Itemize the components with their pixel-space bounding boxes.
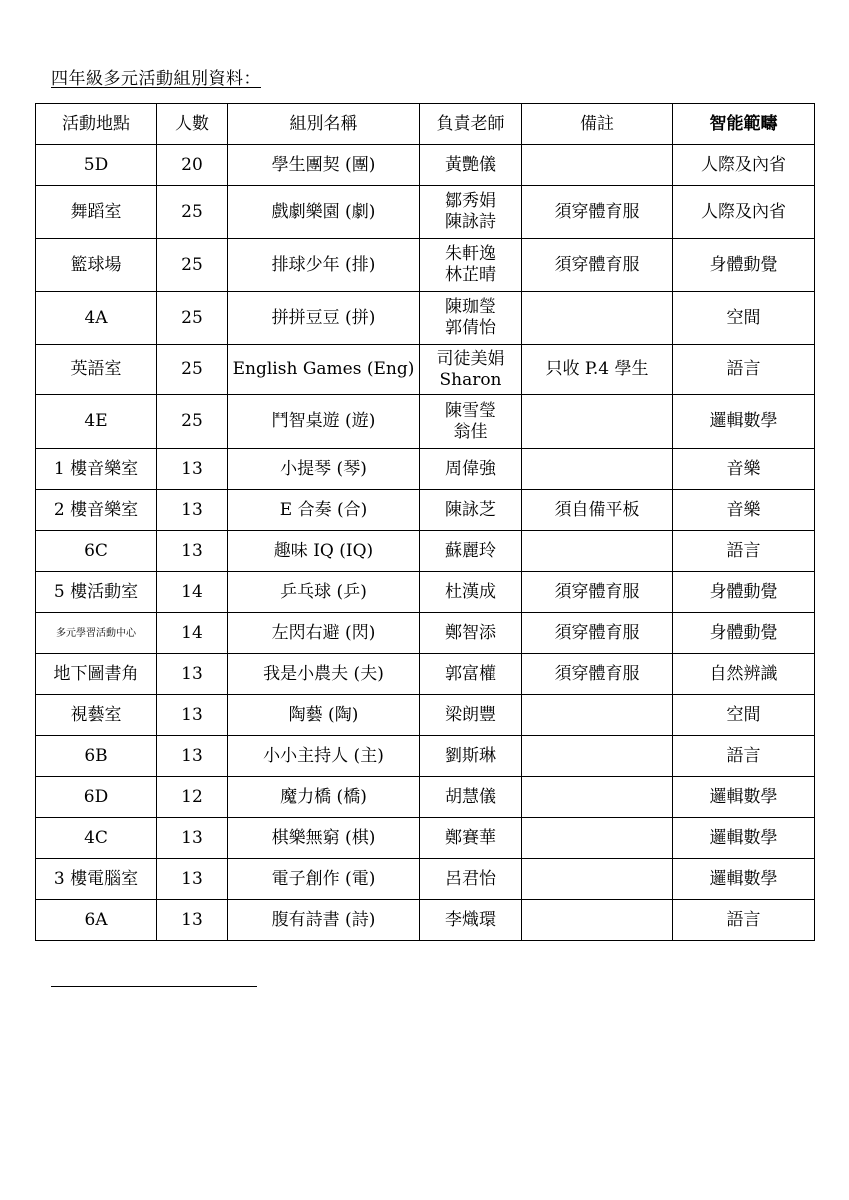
- location-cell: 6A: [36, 900, 157, 941]
- teacher-name: 司徒美娟: [436, 348, 505, 369]
- teachers-cell: [420, 572, 522, 613]
- location-cell: 視藝室: [36, 695, 157, 736]
- teachers-cell: [420, 395, 522, 449]
- teachers-cell: [420, 490, 522, 531]
- count-cell: 25: [157, 186, 228, 239]
- teacher-name: 李熾環: [445, 909, 496, 930]
- teachers-cell: [420, 186, 522, 239]
- table-row: [36, 531, 815, 572]
- note-cell: [522, 531, 673, 572]
- domain-cell: 身體動覺: [673, 572, 815, 613]
- teacher-name: 劉斯琳: [445, 745, 496, 766]
- teachers-cell: [420, 531, 522, 572]
- group-cell: English Games (Eng): [228, 345, 420, 395]
- group-cell: 戲劇樂園 (劇): [228, 186, 420, 239]
- domain-cell: 邏輯數學: [673, 777, 815, 818]
- header-note: 備註: [522, 104, 673, 145]
- group-cell: 乒乓球 (乒): [228, 572, 420, 613]
- teachers-cell: [420, 900, 522, 941]
- table-header-row: [36, 104, 815, 145]
- group-cell: 電子創作 (電): [228, 859, 420, 900]
- location-cell: 3 樓電腦室: [36, 859, 157, 900]
- teachers-cell: [420, 613, 522, 654]
- teacher-name: 胡慧儀: [445, 786, 496, 807]
- teacher-name: 陳雪瑩: [445, 400, 496, 421]
- domain-cell: 自然辨識: [673, 654, 815, 695]
- table-row: [36, 818, 815, 859]
- location-cell: 籃球場: [36, 239, 157, 292]
- teachers-cell: [420, 239, 522, 292]
- table-body: [36, 145, 815, 941]
- count-cell: 25: [157, 395, 228, 449]
- domain-cell: 空間: [673, 695, 815, 736]
- table-row: [36, 613, 815, 654]
- teachers-cell: [420, 695, 522, 736]
- teachers-cell: [420, 292, 522, 345]
- count-cell: 25: [157, 239, 228, 292]
- group-cell: 陶藝 (陶): [228, 695, 420, 736]
- group-cell: 小提琴 (琴): [228, 449, 420, 490]
- count-cell: 20: [157, 145, 228, 186]
- domain-cell: 人際及內省: [673, 186, 815, 239]
- count-cell: 13: [157, 654, 228, 695]
- note-cell: 只收 P.4 學生: [522, 345, 673, 395]
- domain-cell: 語言: [673, 736, 815, 777]
- note-cell: [522, 818, 673, 859]
- teachers-cell: [420, 145, 522, 186]
- teacher-name: 蘇麗玲: [445, 540, 496, 561]
- teacher-name: 陳珈瑩: [445, 297, 496, 317]
- teacher-name: 翁佳: [453, 421, 488, 442]
- domain-cell: 音樂: [673, 490, 815, 531]
- teacher-name: 林芷晴: [445, 265, 496, 285]
- count-cell: 14: [157, 572, 228, 613]
- teacher-name: 鄭賽華: [445, 827, 496, 848]
- header-group: 組別名稱: [228, 104, 420, 145]
- note-cell: [522, 145, 673, 186]
- count-cell: 13: [157, 531, 228, 572]
- note-cell: [522, 292, 673, 345]
- table-row: [36, 239, 815, 292]
- location-cell: 6B: [36, 736, 157, 777]
- table-row: [36, 186, 815, 239]
- teacher-name: 朱軒逸: [445, 244, 496, 264]
- note-cell: [522, 777, 673, 818]
- note-cell: 須穿體育服: [522, 186, 673, 239]
- teacher-name: 周偉強: [445, 458, 496, 479]
- group-cell: E 合奏 (合): [228, 490, 420, 531]
- header-domain: 智能範疇: [673, 104, 815, 145]
- location-cell: 4A: [36, 292, 157, 345]
- domain-cell: 身體動覺: [673, 239, 815, 292]
- teacher-name: 呂君怡: [445, 868, 496, 889]
- note-cell: 須穿體育服: [522, 239, 673, 292]
- table-row: [36, 395, 815, 449]
- location-cell: 6C: [36, 531, 157, 572]
- table-row: [36, 654, 815, 695]
- location-cell: 地下圖書角: [36, 654, 157, 695]
- location-cell: 6D: [36, 777, 157, 818]
- domain-cell: 邏輯數學: [673, 395, 815, 449]
- count-cell: 14: [157, 613, 228, 654]
- domain-cell: 邏輯數學: [673, 859, 815, 900]
- table-row: [36, 695, 815, 736]
- note-cell: 須穿體育服: [522, 572, 673, 613]
- note-cell: [522, 900, 673, 941]
- note-cell: [522, 695, 673, 736]
- count-cell: 13: [157, 490, 228, 531]
- table-row: [36, 900, 815, 941]
- count-cell: 12: [157, 777, 228, 818]
- header-location: 活動地點: [36, 104, 157, 145]
- domain-cell: 身體動覺: [673, 613, 815, 654]
- location-cell: 1 樓音樂室: [36, 449, 157, 490]
- table-row: [36, 145, 815, 186]
- teachers-cell: [420, 777, 522, 818]
- teacher-name: 黃艷儀: [445, 154, 496, 175]
- location-cell: 5 樓活動室: [36, 572, 157, 613]
- table-row: [36, 449, 815, 490]
- teacher-name: 郭倩怡: [445, 318, 496, 338]
- table-row: [36, 859, 815, 900]
- table-row: [36, 292, 815, 345]
- group-cell: 學生團契 (團): [228, 145, 420, 186]
- teachers-cell: [420, 736, 522, 777]
- header-teachers: 負責老師: [420, 104, 522, 145]
- location-cell: 多元學習活動中心: [36, 613, 157, 654]
- domain-cell: 語言: [673, 900, 815, 941]
- group-cell: 鬥智桌遊 (遊): [228, 395, 420, 449]
- table-row: [36, 345, 815, 395]
- group-cell: 腹有詩書 (詩): [228, 900, 420, 941]
- count-cell: 13: [157, 900, 228, 941]
- count-cell: 25: [157, 345, 228, 395]
- domain-cell: 邏輯數學: [673, 818, 815, 859]
- note-cell: [522, 449, 673, 490]
- domain-cell: 語言: [673, 531, 815, 572]
- location-cell: 英語室: [36, 345, 157, 395]
- location-cell: 舞蹈室: [36, 186, 157, 239]
- note-cell: 須穿體育服: [522, 613, 673, 654]
- note-cell: 須穿體育服: [522, 654, 673, 695]
- teacher-name: 梁朗豐: [445, 704, 496, 725]
- table-row: [36, 736, 815, 777]
- teacher-name: 陳詠詩: [445, 212, 496, 232]
- note-cell: 須自備平板: [522, 490, 673, 531]
- domain-cell: 音樂: [673, 449, 815, 490]
- teacher-name: 郭富權: [445, 663, 496, 684]
- note-cell: [522, 736, 673, 777]
- group-cell: 左閃右避 (閃): [228, 613, 420, 654]
- activity-table: [35, 103, 815, 941]
- count-cell: 25: [157, 292, 228, 345]
- location-cell: 4C: [36, 818, 157, 859]
- location-cell: 4E: [36, 395, 157, 449]
- table-row: [36, 572, 815, 613]
- note-cell: [522, 859, 673, 900]
- teachers-cell: [420, 818, 522, 859]
- header-count: 人數: [157, 104, 228, 145]
- group-cell: 趣味 IQ (IQ): [228, 531, 420, 572]
- group-cell: 拼拼豆豆 (拼): [228, 292, 420, 345]
- teachers-cell: [420, 345, 522, 395]
- teacher-name: Sharon: [439, 369, 502, 390]
- count-cell: 13: [157, 449, 228, 490]
- location-cell: 5D: [36, 145, 157, 186]
- group-cell: 排球少年 (排): [228, 239, 420, 292]
- table-row: [36, 490, 815, 531]
- location-cell: 2 樓音樂室: [36, 490, 157, 531]
- teacher-name: 鄭智添: [445, 622, 496, 643]
- group-cell: 棋樂無窮 (棋): [228, 818, 420, 859]
- domain-cell: 語言: [673, 345, 815, 395]
- count-cell: 13: [157, 695, 228, 736]
- teachers-cell: [420, 654, 522, 695]
- group-cell: 我是小農夫 (夫): [228, 654, 420, 695]
- teachers-cell: [420, 859, 522, 900]
- footer-rule: [51, 986, 257, 987]
- teacher-name: 鄒秀娟: [445, 191, 496, 211]
- count-cell: 13: [157, 736, 228, 777]
- teachers-cell: [420, 449, 522, 490]
- teacher-name: 杜漢成: [445, 581, 496, 602]
- count-cell: 13: [157, 818, 228, 859]
- group-cell: 魔力橋 (橋): [228, 777, 420, 818]
- group-cell: 小小主持人 (主): [228, 736, 420, 777]
- domain-cell: 人際及內省: [673, 145, 815, 186]
- page-title: 四年級多元活動組別資料：: [51, 69, 261, 89]
- teacher-name: 陳詠芝: [445, 499, 496, 520]
- count-cell: 13: [157, 859, 228, 900]
- table-row: [36, 777, 815, 818]
- domain-cell: 空間: [673, 292, 815, 345]
- note-cell: [522, 395, 673, 449]
